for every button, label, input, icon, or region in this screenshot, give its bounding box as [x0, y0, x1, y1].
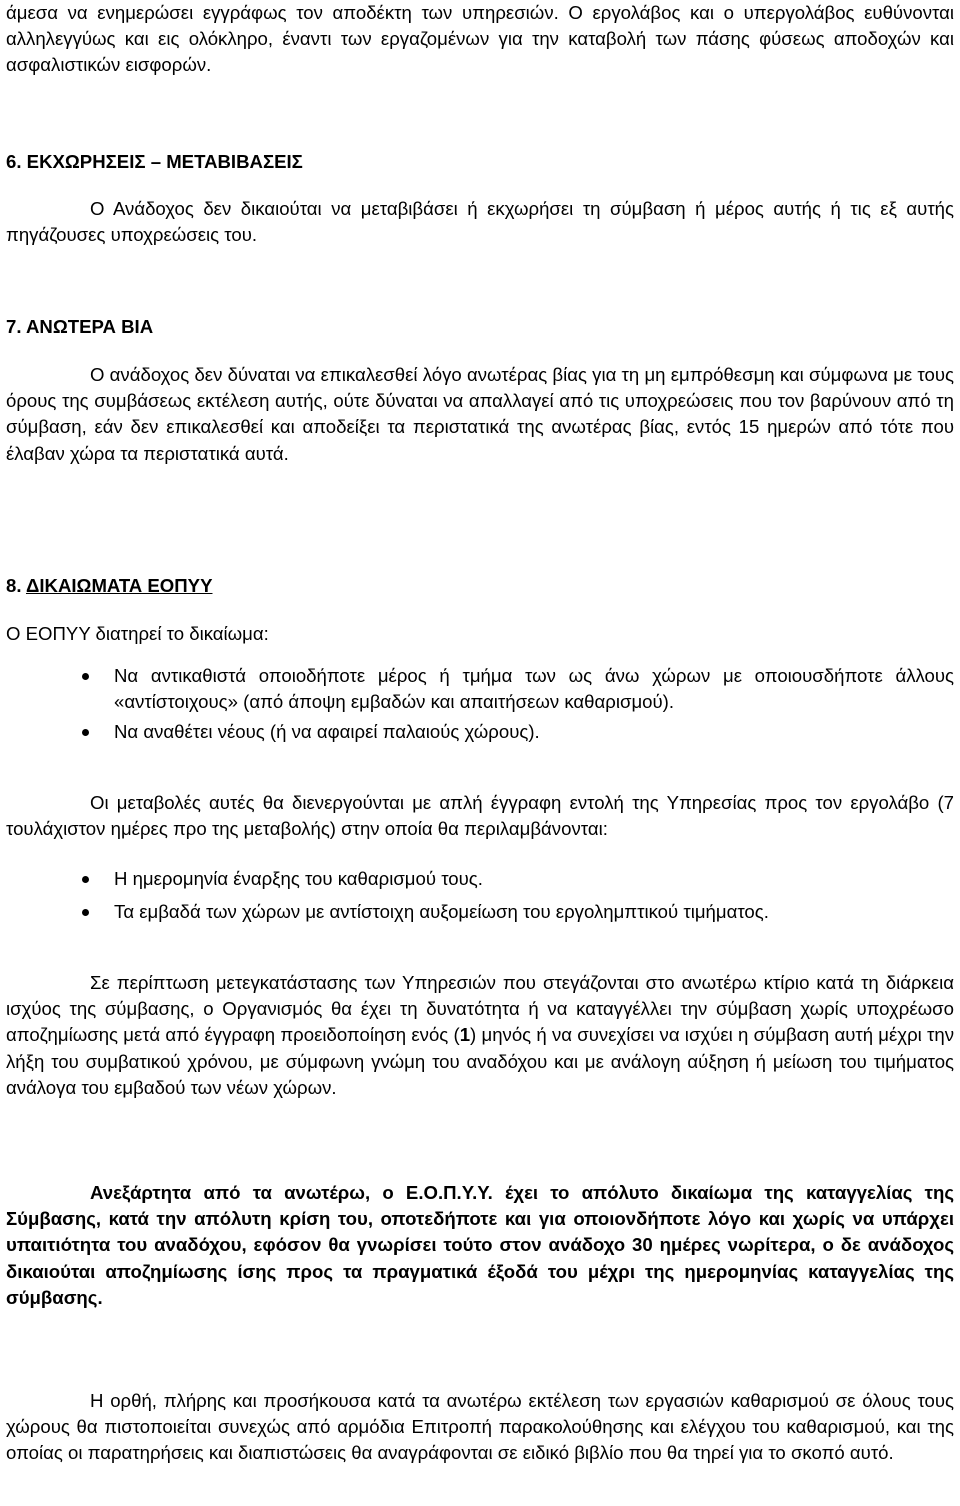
list-item: Η ημερομηνία έναρξης του καθαρισμού τους. [6, 866, 954, 892]
section-7-paragraph: Ο ανάδοχος δεν δύναται να επικαλεσθεί λόγο ανωτέρας βίας για τη μη εμπρόθεσμη και σύμφωνα με τους όρους της συμβάσεως εκτέλεση αυτής, ούτε δύναται να απαλλαγεί από τις υποχρεώσεις που τον βαρύνουν από τη σύμβαση, εάν δεν επικαλεσθεί και αποδείξει τα περιστατικά της ανωτέρας βίας, εντός 15 ημερών από τότε που έλαβαν χώρα τα περιστατικά αυτά. [6, 364, 954, 464]
list-item: Τα εμβαδά των χώρων με αντίστοιχη αυξομείωση του εργολημπτικού τιμήματος. [6, 899, 954, 925]
section-8-lead: Ο ΕΟΠΥΥ διατηρεί το δικαίωμα: [6, 623, 269, 644]
changes-paragraph: Οι μεταβολές αυτές θα διενεργούνται με απλή έγγραφη εντολή της Υπηρεσίας προς τον εργολάβο (7 τουλάχιστον ημέρες προ της μεταβολής) στην οποία θα περιλαμβάνονται: [6, 792, 954, 840]
intro-paragraph: άμεσα να ενημερώσει εγγράφως τον αποδέκτη των υπηρεσιών. Ο εργολάβος και ο υπεργολάβος ευθύνονται αλληλεγγύως και εις ολόκληρο, έναντι των εργαζομένων για την καταβολή των πάσης φύσεως αποδοχών και ασφαλιστικών εισφορών. [6, 2, 954, 76]
relocation-text-end: ) μηνός ή να συνεχίσει να ισχύει η σύμβαση αυτή μέχρι την λήξη του συμβατικού χρόνου, με σύμφωνη γνώμη του αναδόχου και με ανάλογη αύξηση ή μείωση του τιμήματος ανάλογα του εμβαδού των νέων χώρων. [6, 1024, 954, 1098]
section-7-heading: 7. ΑΝΩΤΕΡΑ ΒΙΑ [6, 316, 154, 337]
section-6-heading: 6. ΕΚΧΩΡΗΣΕΙΣ – ΜΕΤΑΒΙΒΑΣΕΙΣ [6, 151, 303, 172]
list-item: Να αναθέτει νέους (ή να αφαιρεί παλαιούς χώρους). [6, 719, 954, 745]
section-8-number: 8. [6, 575, 26, 596]
termination-paragraph: Ανεξάρτητα από τα ανωτέρω, ο Ε.Ο.Π.Υ.Υ. έχει το απόλυτο δικαίωμα της καταγγελίας της Σύμβασης, κατά την απόλυτη κρίση του, οποτεδήποτε και για οποιονδήποτε λόγο και χωρίς να υπάρχει υπαιτιότητα του αναδόχου, εφόσον θα γνωρίσει τούτο στον ανάδοχο 30 ημέρες νωρίτερα, ο δε ανάδοχος δικαιούται αποζημίωσης ίσης προς τα πραγματικά έξοδά του μέχρι της ημερομηνίας καταγγελίας της σύμβασης. [6, 1182, 954, 1308]
section-8-title: ΔΙΚΑΙΩΜΑΤΑ ΕΟΠΥΥ [25, 575, 213, 596]
includes-list [6, 866, 954, 925]
list-item: Να αντικαθιστά οποιοδήποτε μέρος ή τμήμα των ως άνω χώρων με οποιουσδήποτε άλλους «αντίστοιχους» (από άποψη εμβαδών και απαιτήσεων καθαρισμού). [6, 663, 954, 715]
rights-list [6, 663, 954, 746]
relocation-text: Σε περίπτωση μετεγκατάστασης των Υπηρεσιών που στεγάζονται στο ανωτέρω κτίριο κατά τη διάρκεια ισχύος της σύμβασης, ο Οργανισμός θα έχει τη δυνατότητα ή να καταγγέλλει την σύμβαση χωρίς υποχρέωσο αποζημίωσης μετά από έγγραφη προειδοποίηση ενός ( [6, 972, 954, 1046]
relocation-paragraph [6, 970, 954, 1101]
closing-paragraph: Η ορθή, πλήρης και προσήκουσα κατά τα ανωτέρω εκτέλεση των εργασιών καθαρισμού σε όλους τους χώρους θα πιστοποιείται συνεχώς από αρμόδια Επιτροπή παρακολούθησης και ελέγχου του καθαρισμού, και της οποίας οι παρατηρήσεις και διαπιστώσεις θα αναγράφονται σε ειδικό βιβλίο που θα τηρεί για το σκοπό αυτό. [6, 1390, 954, 1464]
section-8-heading [6, 573, 212, 599]
relocation-months: 1 [459, 1024, 471, 1046]
section-6-paragraph: Ο Ανάδοχος δεν δικαιούται να μεταβιβάσει ή εκχωρήσει τη σύμβαση ή μέρος αυτής ή τις εξ αυτής πηγάζουσες υποχρεώσεις του. [6, 198, 954, 246]
